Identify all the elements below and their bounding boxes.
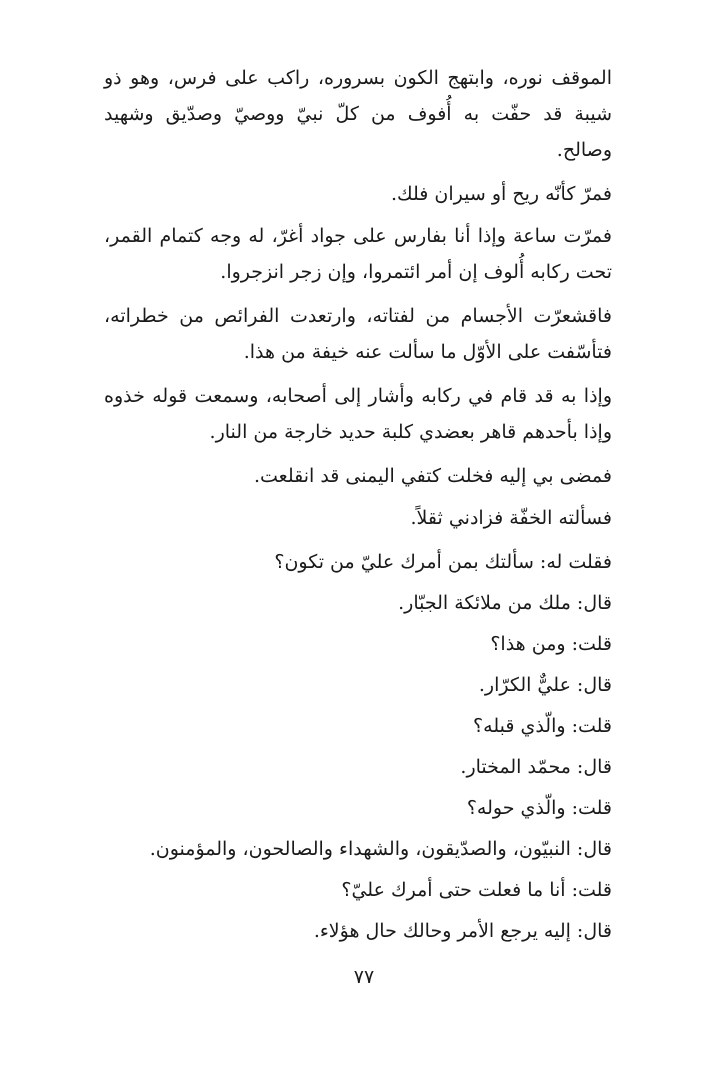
colon: : [576,756,584,778]
dialogue-text: إليه يرجع الأمر وحالك حال هؤلاء. [313,920,571,942]
paragraph: فمرّ كأنّه ريح أو سيران فلك. [390,183,612,205]
dialogue-text: والّذي حوله؟ [466,797,566,819]
dialogue-speaker: قلت [577,879,612,901]
dialogue-text: أنا ما فعلت حتى أمرك عليّ؟ [341,879,566,901]
dialogue-speaker: قال [583,674,612,696]
dialogue-text: ومن هذا؟ [490,633,566,655]
colon: : [576,674,584,696]
dialogue-text: محمّد المختار. [460,756,571,778]
dialogue-speaker: قال [583,838,612,860]
colon: : [571,797,578,819]
dialogue-speaker: قال [583,756,612,778]
dialogue-speaker: قلت [577,715,612,737]
colon: : [576,592,584,614]
dialogue-speaker: قال [583,920,612,942]
dialogue-line [104,665,612,706]
page-body [104,60,612,952]
dialogue-line [104,911,612,952]
dialogue-line [104,829,612,870]
colon: : [576,838,584,860]
dialogue-text: عليٌّ الكرّار. [478,674,571,696]
dialogue-speaker: قلت [577,797,612,819]
dialogue-line [104,870,612,911]
paragraph: وإذا به قد قام في ركابه وأشار إلى أصحابه، وسمعت قوله خذوه وإذا بأحدهم قاهر بعضدي كلبة حديد خارجة من النار. [104,385,612,443]
dialogue-speaker: قلت [577,633,612,655]
dialogue-text: والّذي قبله؟ [473,715,566,737]
dialogue-line [104,788,612,829]
paragraph: فسألته الخفّة فزادني ثقلاً. [410,507,612,529]
paragraph: فمرّت ساعة وإذا أنا بفارس على جواد أغرّ، له وجه كتمام القمر، تحت ركابه أُلوف إن أمر ائتمروا، وإن زجر انزجروا. [104,225,612,283]
colon: : [576,920,584,942]
dialogue-line [104,747,612,788]
colon: : [571,879,578,901]
colon: : [571,715,578,737]
paragraph: فمضى بي إليه فخلت كتفي اليمنى قد انقلعت. [253,465,612,487]
colon: : [571,633,578,655]
dialogue-intro: فقلت له: سألتك بمن أمرك عليّ من تكون؟ [274,551,612,573]
dialogue-text: ملك من ملائكة الجبّار. [398,592,571,614]
paragraph: الموقف نوره، وابتهج الكون بسروره، راكب على فرس، وهو ذو شيبة قد حفّت به أُفوف من كلّ نبيّ ووصيّ وصدّيق وشهيد وصالح. [104,67,612,161]
dialogue-speaker: قال [583,592,612,614]
paragraph: فاقشعرّت الأجسام من لفتاته، وارتعدت الفرائص من خطراته، فتأسّفت على الأوّل ما سألت عنه خيفة من هذا. [104,305,612,363]
dialogue-text: النبيّون، والصدّيقون، والشهداء والصالحون، والمؤمنون. [149,838,571,860]
dialogue [104,542,612,952]
page-number: ٧٧ [353,966,375,988]
dialogue-line [104,583,612,624]
dialogue-line [104,624,612,665]
dialogue-line [104,706,612,747]
